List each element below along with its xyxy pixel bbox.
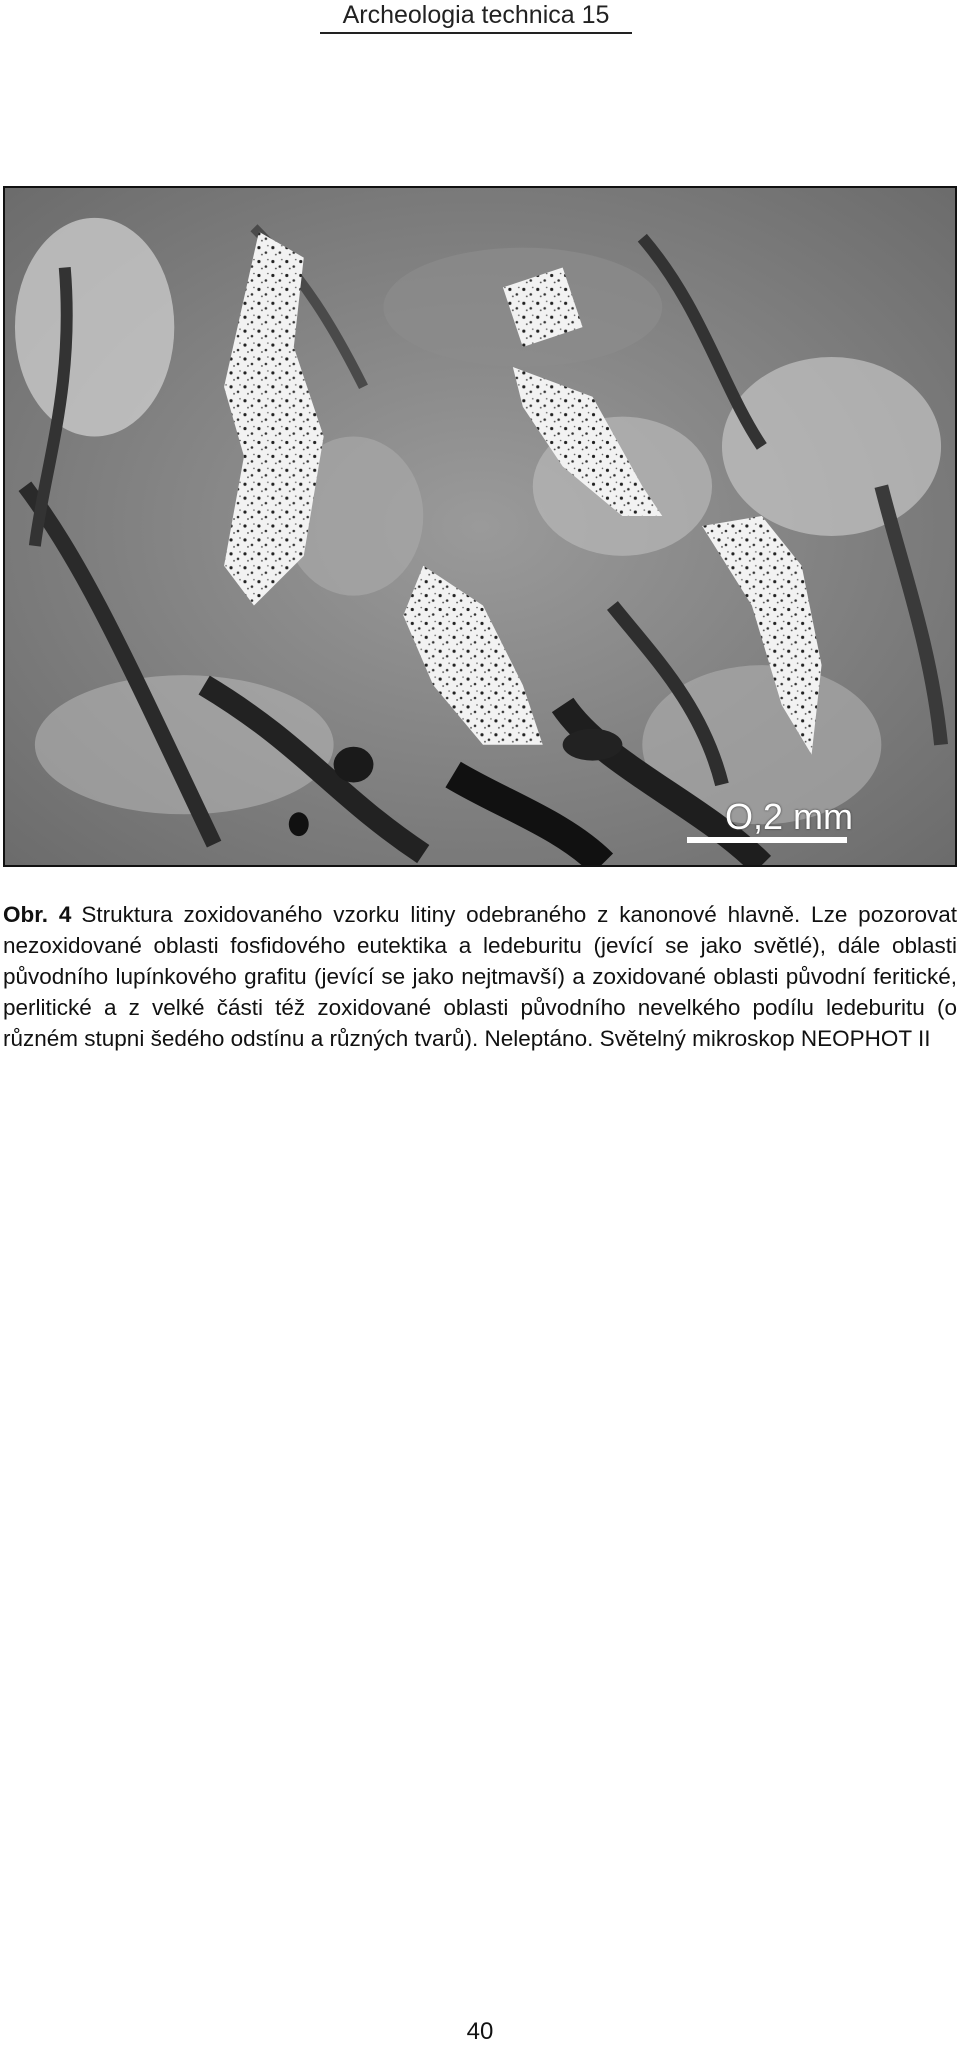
scale-bar-label: O,2 mm [724,796,853,837]
caption-text: Struktura zoxidovaného vzorku litiny odebraného z kanonové hlavně. Lze pozorovat nezoxidované oblasti fosfidového eutektika a ledeburitu (jevící se jako světlé), dále oblasti původního lupínkového grafitu (jevící se jako nejtmavší) a zoxidované oblasti původní feritické, perlitické a z velké části též zoxidované oblasti původního nevelkého podílu ledeburitu (o různém stupni šedého odstínu a různých tvarů). Neleptáno. Světelný mikroskop NEOPHOT II [3,902,957,1051]
figure-label: Obr. 4 [3,902,72,927]
page-number: 40 [466,2018,494,2045]
running-title: Archeologia technica 15 [320,0,632,34]
figure-caption [3,899,957,1054]
scale-bar [687,837,847,843]
micrograph-image [5,188,955,865]
micrograph-figure [3,186,957,867]
